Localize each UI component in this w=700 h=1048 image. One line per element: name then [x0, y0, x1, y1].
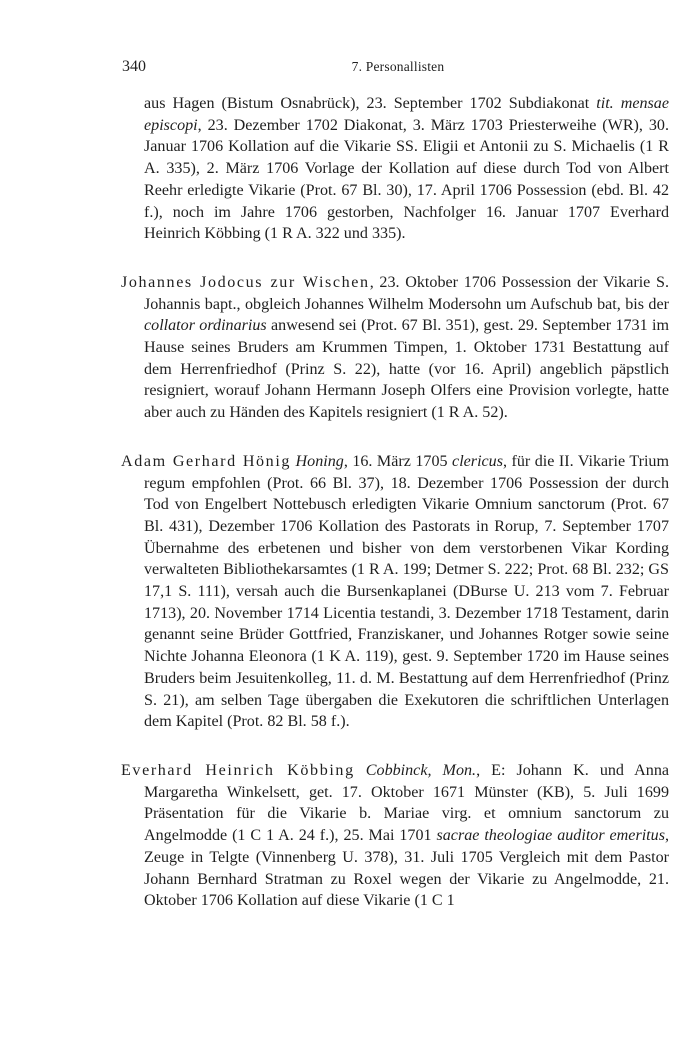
entry-text: , 23. Oktober 1706 Possession der Vikarie S. Johannis bapt., obgleich Johannes Wilhelm Modersohn um Aufschub bat, bis der — [144, 273, 669, 313]
running-head: 7. Personallisten — [351, 59, 445, 74]
entry-continuation — [121, 93, 669, 245]
entry-name: Adam Gerhard Hönig — [121, 452, 292, 470]
italic-text: tit. mensae episcopi — [144, 95, 669, 134]
entry-text: , 16. März 1705 — [343, 452, 453, 470]
personnel-list — [121, 93, 669, 939]
italic-text: sacrae theologiae auditor emeritus — [436, 827, 665, 845]
entry-name: Everhard Heinrich Köbbing — [121, 761, 355, 779]
italic-text: Cobbinck, Mon. — [365, 761, 477, 779]
entry-text: , für die II. Vikarie Trium regum empfohlen (Prot. 66 Bl. 37), 18. Dezember 1706 Possession der durch Tod von Engelbert Nottebusch erledigten Vikarie Omnium sanctorum (Prot. 67 Bl. 431), Dezember 1706 Kollation des Pastorats in Rorup, 7. September 1707 Übernahme des erbetenen und bisher von dem verstorbenen Vikar Kording verwalteten Bibliothekarsamtes (1 R A. 199; Detmer S. 222; Prot. 68 Bl. 232; GS 17,1 S. 111), versah auch die Bursenkaplanei (DBurse U. 213 vom 7. Februar 1713), 20. November 1714 Licentia testandi, 3. Dezember 1718 Testament, darin genannt seine Brüder Gottfried, Franziskaner, und Johannes Rotger sowie seine Nichte Johanna Eleonora (1 K A. 119), gest. 9. September 1720 im Hause seines Bruders beim Jesuitenkolleg, 11. d. M. Bestattung auf dem Herrenfriedhof (Prinz S. 21), am selben Tage übergaben die Exekutoren die schriftlichen Unterlagen dem Kapitel (Prot. 82 Bl. 58 f.). — [144, 452, 669, 731]
entry-text: , 23. Dezember 1702 Diakonat, 3. März 1703 Priesterweihe (WR), 30. Januar 1706 Kollation auf die Vikarie SS. Eligii et Antonii zu S. Michaelis (1 R A. 335), 2. März 1706 Vorlage der Kollation auf diese durch Tod von Albert Reehr erledigte Vikarie (Prot. 67 Bl. 30), 17. April 1706 Possession (ebd. Bl. 42 f.), noch im Jahre 1706 gestorben, Nachfolger 16. Januar 1707 Everhard Heinrich Köbbing (1 R A. 322 und 335). — [144, 116, 669, 243]
page-header — [122, 58, 674, 78]
entry-text: anwesend sei (Prot. 67 Bl. 351), gest. 29. September 1731 im Hause seines Bruders am Krummen Timpen, 1. Oktober 1731 Bestattung auf dem Herrenfriedhof (Prinz S. 22), hatte (vor 16. April) angeblich päpstlich resigniert, worauf Johann Hermann Joseph Olfers eine Provision vorlegte, hatte aber auch zu Händen des Kapitels resigniert (1 R A. 52). — [144, 317, 669, 422]
italic-text: clericus — [452, 452, 503, 470]
entry-text: aus Hagen (Bistum Osnabrück), 23. September 1702 Subdiakonat — [144, 95, 597, 112]
entry-koebbing — [121, 760, 669, 912]
entry-hoenig — [121, 451, 669, 733]
entry-text: , E: Johann K. und Anna Margaretha Winkelsett, get. 17. Oktober 1671 Münster (KB), 5. Juli 1699 Präsentation für die Vikarie b. Mariae virg. et omnium sanctorum zu Angelmodde (1 C 1 A. 24 f.), 25. Mai 1701 — [144, 761, 670, 845]
page-number: 340 — [122, 58, 146, 75]
entry-zur-wischen — [121, 272, 669, 424]
entry-text: , Zeuge in Telgte (Vinnenberg U. 378), 31. Juli 1705 Vergleich mit dem Pastor Johann Bernhard Stratman zu Roxel wegen der Vikarie zu Angelmodde, 21. Oktober 1706 Kollation auf diese Vikarie (1 C 1 — [144, 827, 669, 910]
entry-text — [355, 762, 366, 779]
italic-text: Honing — [295, 452, 344, 470]
entry-name: Johannes Jodocus zur Wischen — [121, 273, 370, 291]
italic-text: collator ordinarius — [144, 317, 267, 335]
